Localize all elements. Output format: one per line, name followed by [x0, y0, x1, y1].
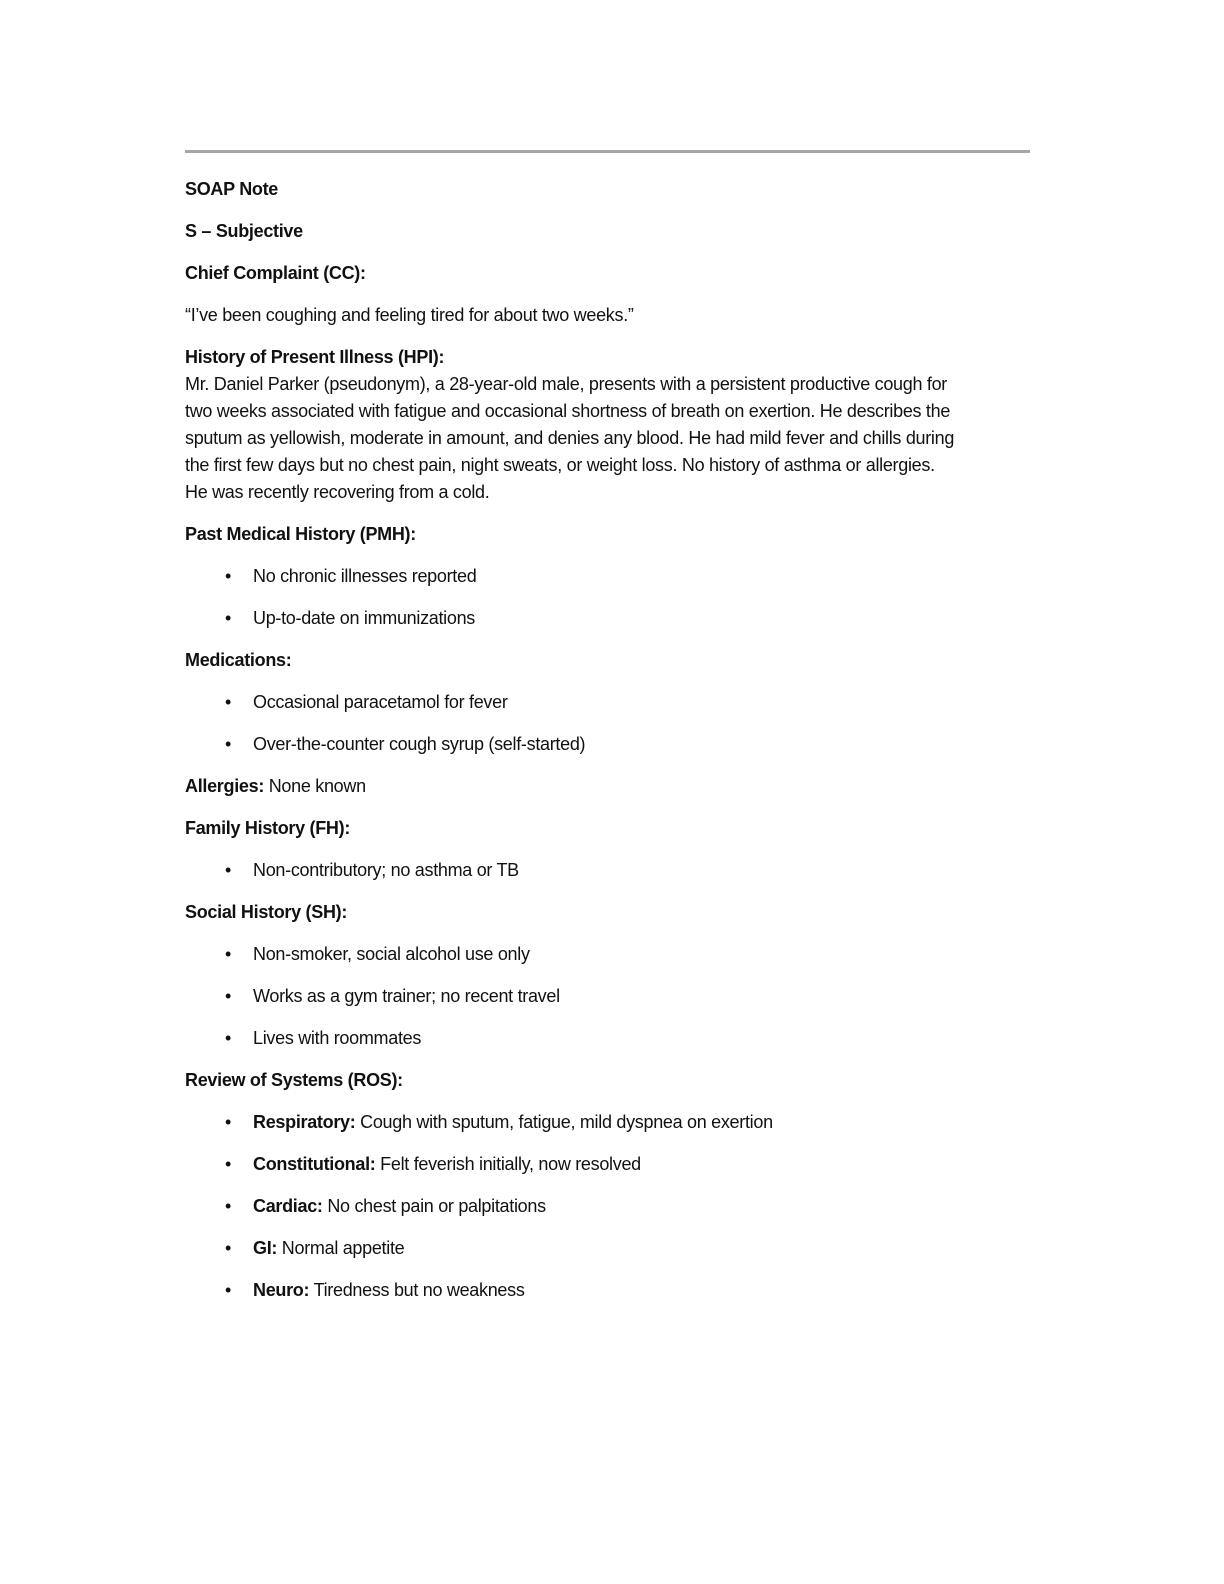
hpi-line: Mr. Daniel Parker (pseudonym), a 28-year-old male, presents with a persistent productive cough for [185, 374, 947, 394]
list-item [185, 605, 1030, 632]
pmh-list [185, 563, 1030, 632]
sh-list [185, 941, 1030, 1052]
ros-label: Cardiac: [253, 1196, 323, 1216]
soap-note-content [185, 176, 1030, 1319]
allergies-value: None known [264, 776, 366, 796]
list-item-text: Non-smoker, social alcohol use only [253, 944, 530, 964]
medications-list [185, 689, 1030, 758]
ros-label: Neuro: [253, 1280, 310, 1300]
list-item [185, 857, 1030, 884]
cc-quote: “I’ve been coughing and feeling tired for about two weeks.” [185, 305, 634, 325]
bullet-icon: • [225, 1154, 232, 1174]
bullet-icon: • [225, 692, 232, 712]
section-heading-subjective: S – Subjective [185, 221, 303, 241]
ros-heading: Review of Systems (ROS): [185, 1070, 403, 1090]
bullet-icon: • [225, 1028, 232, 1048]
list-item [185, 1025, 1030, 1052]
ros-text: Tiredness but no weakness [309, 1280, 525, 1300]
hpi-line: sputum as yellowish, moderate in amount, and denies any blood. He had mild fever and chills during [185, 428, 955, 448]
bullet-icon: • [225, 986, 232, 1006]
ros-text: Normal appetite [277, 1238, 405, 1258]
list-item-text: Up-to-date on immunizations [253, 608, 476, 628]
medications-heading: Medications: [185, 650, 292, 670]
fh-list [185, 857, 1030, 884]
sh-heading: Social History (SH): [185, 902, 348, 922]
list-item [185, 941, 1030, 968]
list-item-text: Works as a gym trainer; no recent travel [253, 986, 560, 1006]
hpi-line: the first few days but no chest pain, night sweats, or weight loss. No history of asthma or allergies. [185, 455, 935, 475]
bullet-icon: • [225, 860, 232, 880]
list-item-text: Non-contributory; no asthma or TB [253, 860, 519, 880]
list-item [185, 563, 1030, 590]
ros-label: Constitutional: [253, 1154, 376, 1174]
bullet-icon: • [225, 1112, 232, 1132]
fh-heading: Family History (FH): [185, 818, 351, 838]
list-item [185, 1151, 1030, 1178]
bullet-icon: • [225, 1280, 232, 1300]
ros-label: GI: [253, 1238, 278, 1258]
ros-text: Felt feverish initially, now resolved [375, 1154, 641, 1174]
ros-text: Cough with sputum, fatigue, mild dyspnea on exertion [355, 1112, 773, 1132]
list-item [185, 1277, 1030, 1304]
allergies-label: Allergies: [185, 776, 265, 796]
list-item [185, 983, 1030, 1010]
hpi-line: He was recently recovering from a cold. [185, 482, 490, 502]
list-item-text: No chronic illnesses reported [253, 566, 477, 586]
list-item [185, 689, 1030, 716]
hpi-block [185, 344, 1030, 506]
list-item-text: Occasional paracetamol for fever [253, 692, 508, 712]
hpi-line: two weeks associated with fatigue and occasional shortness of breath on exertion. He describes the [185, 401, 951, 421]
document-page [185, 0, 1030, 1584]
bullet-icon: • [225, 734, 232, 754]
pmh-heading: Past Medical History (PMH): [185, 524, 416, 544]
document-title: SOAP Note [185, 179, 278, 199]
list-item-text: Over-the-counter cough syrup (self-started) [253, 734, 586, 754]
bullet-icon: • [225, 566, 232, 586]
list-item-text: Lives with roommates [253, 1028, 422, 1048]
ros-list [185, 1109, 1030, 1304]
bullet-icon: • [225, 944, 232, 964]
hpi-heading: History of Present Illness (HPI): [185, 347, 445, 367]
bullet-icon: • [225, 1238, 232, 1258]
ros-label: Respiratory: [253, 1112, 356, 1132]
list-item [185, 731, 1030, 758]
horizontal-rule [185, 150, 1030, 153]
ros-text: No chest pain or palpitations [322, 1196, 546, 1216]
list-item [185, 1193, 1030, 1220]
bullet-icon: • [225, 1196, 232, 1216]
bullet-icon: • [225, 608, 232, 628]
cc-heading: Chief Complaint (CC): [185, 263, 366, 283]
allergies-line [185, 773, 1030, 800]
list-item [185, 1109, 1030, 1136]
list-item [185, 1235, 1030, 1262]
